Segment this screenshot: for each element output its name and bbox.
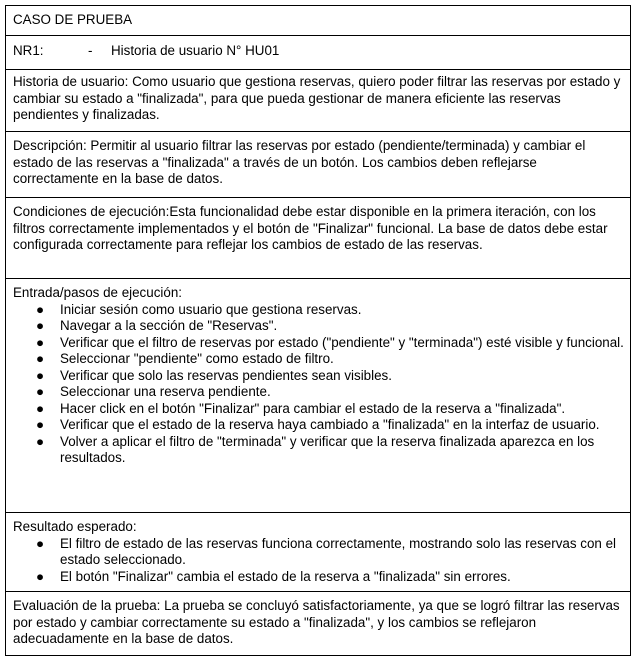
entrada-heading: Entrada/pasos de ejecución: bbox=[13, 285, 182, 300]
evaluacion-cell bbox=[6, 592, 630, 655]
test-case-title: CASO DE PRUEBA bbox=[13, 12, 133, 27]
list-item: ● Verificar que el estado de la reserva haya cambiado a "finalizada" en la interfaz de usuario. bbox=[35, 417, 600, 432]
list-item: ● Volver a aplicar el filtro de "terminada" y verificar que la reserva finalizada aparezca en los resultados. bbox=[35, 433, 595, 465]
list-item: ● Iniciar sesión como usuario que gestiona reservas. bbox=[35, 301, 362, 317]
list-item: ● Hacer click en el botón "Finalizar" para cambiar el estado de la reserva a "finalizada". bbox=[35, 400, 566, 416]
list-item: ● El filtro de estado de las reservas funciona correctamente, mostrando solo las reservas con el estado seleccionado. bbox=[35, 535, 616, 567]
test-case-table bbox=[5, 5, 631, 656]
nr-label: NR1: bbox=[13, 43, 44, 58]
bullet-icon: ● bbox=[35, 417, 45, 432]
nr-row bbox=[6, 36, 630, 70]
historia-text: Historia de usuario: Como usuario que gestiona reservas, quiero poder filtrar las reservas por estado y cambiar su estado a "finalizada", para que pueda gestionar de manera eficiente las reservas pendientes y finalizadas. bbox=[13, 74, 621, 122]
descripcion-cell bbox=[6, 132, 630, 198]
evaluacion-text: Evaluación de la prueba: La prueba se concluyó satisfactoriamente, ya que se logró filtrar las reservas por estado y cambiar correctamente su estado a "finalizada", y los cambios se reflejaron adecuadamente en la base de datos. bbox=[13, 598, 620, 646]
list-item: ● Seleccionar "pendiente" como estado de filtro. bbox=[35, 351, 334, 366]
bullet-icon: ● bbox=[35, 318, 45, 333]
bullet-icon: ● bbox=[35, 433, 45, 449]
bullet-icon: ● bbox=[35, 568, 45, 584]
resultado-heading: Resultado esperado: bbox=[13, 519, 137, 534]
nr-dash: - bbox=[88, 43, 93, 58]
condiciones-text: Condiciones de ejecución:Esta funcionalidad debe estar disponible en la primera iteración, con los filtros correctamente implementados y el botón de "Finalizar" funcional. La base de datos debe estar configurada correctamente para reflejar los cambios de estado de las reservas. bbox=[13, 204, 608, 252]
resultado-cell bbox=[6, 513, 630, 592]
historia-cell bbox=[6, 70, 630, 132]
entrada-cell bbox=[6, 279, 630, 513]
list-item: ● Navegar a la sección de "Reservas". bbox=[35, 318, 278, 333]
list-item: ● Seleccionar una reserva pendiente. bbox=[35, 384, 271, 399]
descripcion-text: Descripción: Permitir al usuario filtrar las reservas por estado (pendiente/terminada) y cambiar el estado de las reservas a "finalizada" a través de un botón. Los cambios deben reflejarse correctamente en la base de datos. bbox=[13, 138, 586, 186]
condiciones-cell bbox=[6, 198, 630, 279]
bullet-icon: ● bbox=[35, 367, 45, 383]
bullet-icon: ● bbox=[35, 334, 45, 350]
list-item: ● Verificar que el filtro de reservas por estado ("pendiente" y "terminada") esté visible y funcional. bbox=[35, 334, 624, 350]
bullet-icon: ● bbox=[35, 301, 45, 317]
resultado-items bbox=[13, 536, 624, 586]
title-cell bbox=[6, 6, 630, 36]
list-item: ● El botón "Finalizar" cambia el estado de la reserva a "finalizada" sin errores. bbox=[35, 568, 511, 584]
bullet-icon: ● bbox=[35, 535, 45, 551]
bullet-icon: ● bbox=[35, 384, 45, 399]
entrada-steps bbox=[13, 302, 624, 467]
bullet-icon: ● bbox=[35, 351, 45, 366]
nr-value: Historia de usuario N° HU01 bbox=[111, 43, 280, 58]
bullet-icon: ● bbox=[35, 400, 45, 416]
list-item: ● Verificar que solo las reservas pendientes sean visibles. bbox=[35, 367, 392, 383]
